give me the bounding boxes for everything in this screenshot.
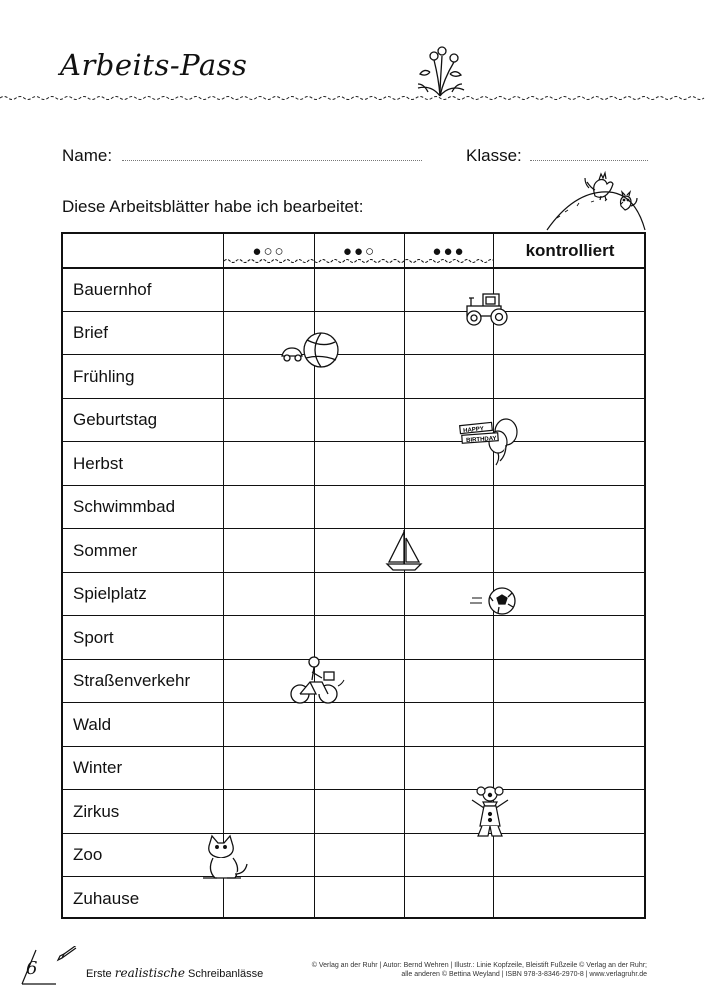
row-label-wald: Wald: [73, 715, 112, 734]
row-label-spielplatz: Spielplatz: [73, 584, 147, 603]
credits-line-1: © Verlag an der Ruhr | Autor: Bernd Wehren | Illustr.: Linie Kopfzeile, Bleistift Fußzeile © Verlag an der Ruhr;: [311, 962, 647, 969]
column-divider: [223, 234, 224, 917]
row-divider: [63, 746, 644, 747]
class-field[interactable]: [530, 160, 648, 161]
row-label-bauernhof: Bauernhof: [73, 280, 152, 299]
row-divider: [63, 398, 644, 399]
row-label-herbst: Herbst: [73, 454, 124, 473]
flower-icon: [410, 42, 470, 98]
series-title: [86, 966, 263, 980]
series-suffix: Schreibanlässe: [188, 968, 264, 980]
page-number: 6: [26, 958, 38, 979]
credits-line-2: alle anderen © Bettina Weyland | ISBN 978-3-8346-2970-8 | www.verlagruhr.de: [401, 971, 647, 978]
row-divider: [63, 441, 644, 442]
sailboat-icon: [385, 528, 425, 574]
row-divider: [63, 311, 644, 312]
series-script: realistische: [114, 966, 185, 980]
svg-text:HAPPY: HAPPY: [462, 426, 485, 435]
column-header-level-1: ●○○: [252, 242, 286, 260]
row-label-schwimmbad: Schwimmbad: [73, 497, 176, 516]
header-border-ornament: [224, 257, 494, 265]
series-prefix: Erste: [86, 968, 112, 980]
cat-icon: [199, 834, 251, 884]
name-label: Name:: [62, 146, 113, 165]
row-label-strassenverkehr: Straßenverkehr: [73, 671, 191, 690]
column-divider: [404, 234, 405, 917]
row-divider: [63, 354, 644, 355]
class-label: Klasse:: [466, 146, 522, 165]
header-divider: [63, 267, 644, 269]
birthday-balloons-icon: [458, 414, 524, 470]
intro-text: Diese Arbeitsblätter habe ich bearbeitet:: [62, 197, 364, 216]
header-rule: [0, 93, 707, 103]
clown-icon: [468, 782, 512, 840]
row-divider: [63, 659, 644, 660]
column-header-level-2: ●●○: [342, 242, 377, 260]
row-label-sport: Sport: [73, 628, 114, 647]
credits: [300, 961, 647, 979]
svg-text:BIRTHDAY: BIRTHDAY: [465, 435, 497, 444]
worksheet-table: [61, 232, 646, 919]
row-divider: [63, 789, 644, 790]
row-divider: [63, 876, 644, 877]
page-title: Arbeits-Pass: [60, 48, 248, 82]
row-divider: [63, 572, 644, 573]
row-label-geburtstag: Geburtstag: [73, 410, 158, 429]
name-field[interactable]: [122, 160, 422, 161]
row-divider: [63, 833, 644, 834]
row-divider: [63, 702, 644, 703]
column-header-checked: kontrolliert: [525, 241, 615, 260]
row-label-zuhause: Zuhause: [73, 889, 140, 908]
row-label-sommer: Sommer: [73, 541, 138, 560]
row-label-winter: Winter: [73, 758, 123, 777]
row-label-brief: Brief: [73, 323, 108, 342]
row-label-fruehling: Frühling: [73, 367, 135, 386]
column-header-level-3: ●●●: [432, 242, 466, 260]
row-label-zoo: Zoo: [73, 845, 103, 864]
cyclist-icon: [288, 654, 346, 706]
row-divider: [63, 485, 644, 486]
ball-and-car-icon: [279, 328, 343, 372]
row-label-zirkus: Zirkus: [73, 802, 120, 821]
rooster-on-hill-icon: [545, 168, 647, 232]
football-icon: [468, 585, 518, 617]
row-divider: [63, 615, 644, 616]
tractor-icon: [463, 288, 513, 328]
row-divider: [63, 528, 644, 529]
